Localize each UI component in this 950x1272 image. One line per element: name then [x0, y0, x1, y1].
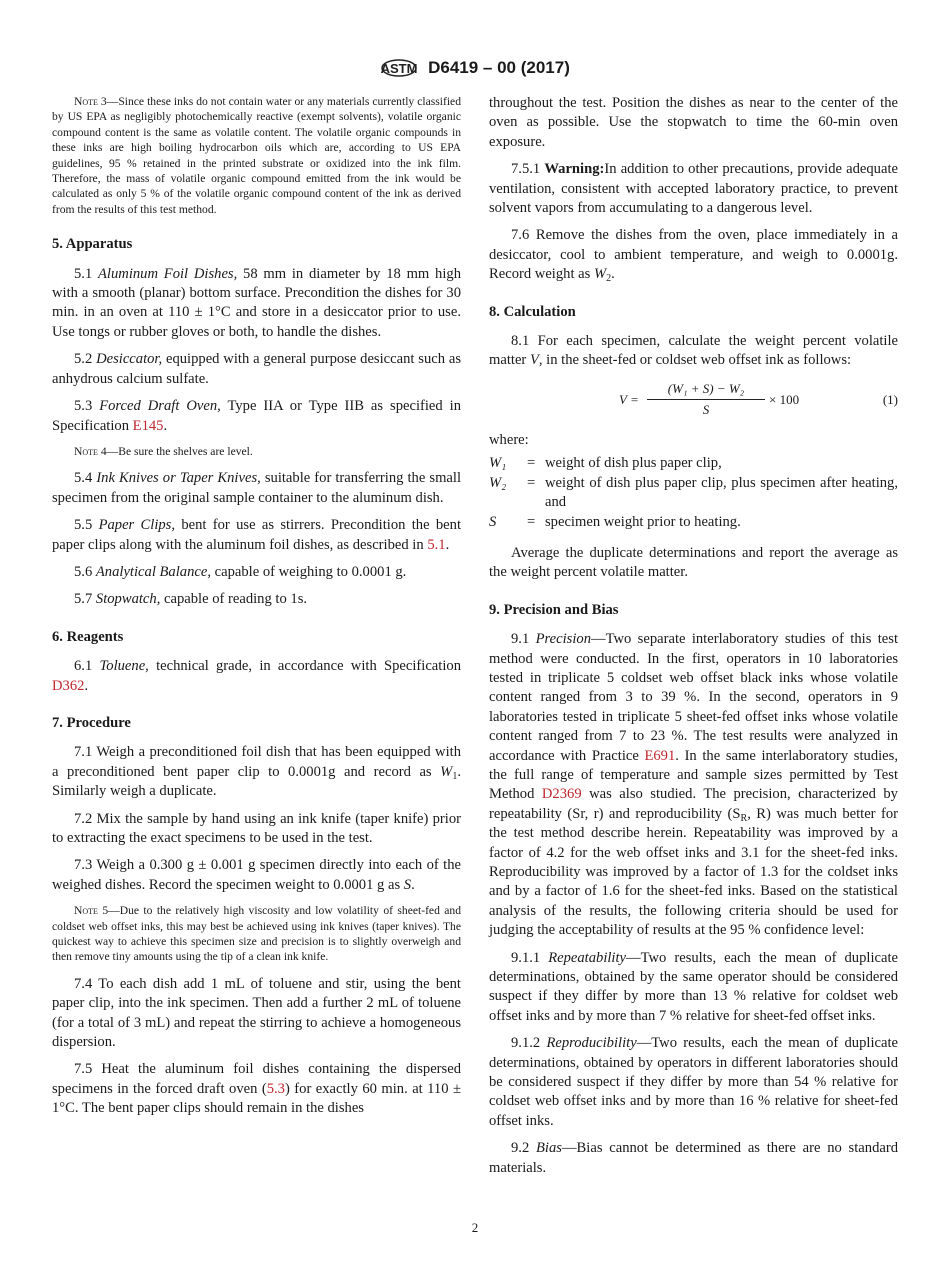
italic-term: Toluene,	[99, 658, 149, 675]
text-run: Average the duplicate determinations and report the average as the weight percent volatile matter.	[489, 544, 898, 581]
italic-term: W	[593, 266, 607, 283]
text-run: capable of weighing to 0.0001 g.	[210, 563, 407, 580]
equation-1	[489, 379, 898, 419]
text-run: .	[84, 677, 89, 694]
definition-row	[489, 474, 898, 513]
equation-numerator: (W₁ + S) − W₂	[647, 379, 765, 400]
astm-logo-icon	[380, 54, 418, 82]
italic-term: Aluminum Foil Dishes,	[98, 265, 238, 282]
document-designation: D6419 – 00 (2017)	[428, 58, 570, 77]
def-symbol: W₂	[489, 474, 507, 491]
def-symbol: S	[489, 513, 497, 530]
bold-term: Warning:	[544, 161, 605, 178]
text-run: 5.3	[74, 398, 100, 415]
paragraph	[489, 1139, 898, 1178]
right-top-section	[489, 94, 898, 371]
text-run: 5.1	[74, 265, 99, 282]
variable-definitions	[489, 454, 898, 532]
text-run: 7.1 Weigh a preconditioned foil dish that has been equipped with a preconditioned bent paper clip to 0.0001g and record as	[52, 744, 461, 780]
italic-term: W	[440, 763, 453, 780]
text-run: 5.4	[74, 470, 97, 487]
paragraph	[52, 810, 461, 849]
section-heading	[52, 628, 461, 647]
text-run: 5.2	[74, 351, 97, 368]
page-header	[0, 54, 950, 82]
text-run: equipped with a general purpose desiccant such as anhydrous calcium sulfate.	[52, 351, 462, 387]
equation-number: (1)	[882, 391, 898, 407]
note-label: Note 3	[74, 95, 107, 108]
paragraph	[489, 1034, 898, 1131]
equation-denominator: S	[702, 402, 710, 418]
right-bottom-section	[489, 544, 898, 1178]
italic-term: Stopwatch,	[95, 591, 161, 608]
reference-link[interactable]: 5.3	[266, 1080, 285, 1097]
paragraph	[52, 657, 461, 696]
equation-multiplier: × 100	[769, 391, 800, 407]
paragraph	[489, 630, 898, 941]
text-run: was also studied. The precision, characterized by repeatability (Sr, r) and reproducibility (S	[489, 786, 898, 822]
reference-link[interactable]: E145	[132, 417, 164, 434]
italic-term: Precision	[535, 631, 591, 648]
note-paragraph	[52, 94, 461, 217]
italic-term: Desiccator,	[96, 351, 163, 368]
paragraph	[489, 544, 898, 583]
def-equals: =	[527, 474, 536, 491]
paragraph	[52, 1060, 461, 1118]
svg-text:ASTM: ASTM	[380, 61, 418, 76]
text-run: 8. Calculation	[489, 303, 576, 320]
text-run: 9.1.1	[511, 949, 549, 966]
text-run: technical grade, in accordance with Specification	[148, 658, 461, 675]
text-run: 7.5.1	[511, 161, 545, 178]
text-run: —Since these inks do not contain water or any materials currently classified by US EPA as negligibly photochemically reactive (exempt solvents), volatile organic compound content is the same as volatile content. The volatile organic compounds in these inks are high boiling hydrocarbon oils which are, according to US EPA guidelines, 95 % retained in the printed substrate or oxidized into the ink film. Therefore, the mass of volatile organic compound emitted from the ink would be calculated as only 5 % of the volatile organic compound content of the ink as derived from the results of this test method.	[52, 95, 461, 216]
text-run: 7.2 Mix the sample by hand using an ink knife (taper knife) prior to extracting the exact specimens to be used in the test.	[52, 810, 461, 846]
paragraph	[52, 743, 461, 801]
text-run: . In the same interlaboratory studies, the full range of temperature and sample sizes permitted by Test Method	[489, 747, 898, 803]
section-heading	[52, 714, 461, 733]
italic-term: Analytical Balance,	[95, 563, 211, 580]
section-heading	[489, 303, 898, 322]
section-heading	[489, 601, 898, 620]
note-label: Note 4	[74, 444, 107, 458]
text-run: Type IIA or Type IIB as specified in Specification	[52, 398, 462, 434]
text-run: 7.5 Heat the aluminum foil dishes containing the dispersed specimens in the forced draft oven (	[52, 1061, 461, 1097]
note-paragraph	[52, 903, 461, 965]
text-run: bent for use as stirrers. Precondition the bent paper clips along with the aluminum foil dishes, as described in	[52, 517, 462, 553]
text-run: 7. Procedure	[52, 714, 131, 731]
paragraph	[52, 975, 461, 1053]
text-run: —Two results, each the mean of duplicate determinations, obtained by operators in different laboratories should be considered suspect if they differ by more than 54 % relative for coldset web offset inks and by more than 16 % relative for sheet-fed offset inks.	[489, 1035, 898, 1129]
right-column	[489, 94, 898, 1186]
text-run: 58 mm in diameter by 18 mm high with a smooth (planar) bottom surface. Precondition the dishes for 30 min. in an oven at 110 ± 1°C and store in a desiccator prior to use. Use tongs or rubber gloves or both, to handle the dishes.	[52, 265, 461, 340]
text-run: 7.4 To each dish add 1 mL of toluene and stir, using the bent paper clip, into the ink specimen. Then add a further 2 mL of toluene (for a total of 3 mL) and repeat the stirring to achieve a homogeneous dispersion.	[52, 975, 461, 1051]
def-text: weight of dish plus paper clip, plus specimen after heating, and	[545, 474, 898, 511]
text-run: .	[411, 876, 415, 893]
paragraph	[489, 160, 898, 218]
text-run: 9. Precision and Bias	[489, 601, 619, 618]
italic-term: Repeatability	[548, 949, 627, 966]
reference-link[interactable]: E691	[644, 747, 676, 764]
def-equals: =	[527, 455, 536, 472]
paragraph	[489, 949, 898, 1027]
subscript: 1	[452, 770, 458, 782]
text-run: .	[611, 266, 615, 283]
paragraph	[52, 469, 461, 508]
paragraph	[52, 516, 461, 555]
text-run: 5.7	[74, 591, 96, 608]
paragraph	[489, 332, 898, 371]
paragraph	[489, 226, 898, 284]
text-run: 5.5	[74, 517, 99, 534]
definition-row	[489, 513, 898, 532]
left-column	[52, 94, 461, 1127]
italic-term: Bias	[536, 1140, 562, 1157]
note-paragraph	[52, 444, 461, 459]
reference-link[interactable]: D2369	[541, 786, 582, 803]
def-text: weight of dish plus paper clip,	[545, 455, 722, 472]
paragraph	[52, 265, 461, 343]
equation-fraction	[647, 379, 765, 420]
text-run: 9.1.2	[511, 1035, 547, 1052]
text-run: capable of reading to 1s.	[160, 591, 308, 608]
italic-term: V	[529, 352, 539, 369]
text-run: —Two results, each the mean of duplicate determinations, obtained by the same operator should be considered suspect if they differ by more than 13 % relative for coldset web offset inks and by more than 7 % relative for sheet-fed offset inks.	[489, 949, 898, 1024]
text-run: throughout the test. Position the dishes as near to the center of the oven as possible. Use the stopwatch to time the 60-min oven exposure.	[489, 95, 898, 150]
paragraph	[489, 94, 898, 152]
text-run: 5.6	[74, 563, 96, 580]
text-run: , R) was much better for the test method describe herein. Repeatability was improved by a factor of 4.2 for the web offset inks and 3.1 for the sheet-fed inks. Reproducibility was improved by a factor of 1.3 for the coldset inks and by a factor of 1.6 for the sheet-fed inks. Based on the statistical analysis of the results, the following criteria should be used for judging the acceptability of results at the 95 % confidence level:	[489, 805, 898, 939]
text-run: suitable for transferring the small specimen from the original sample container to the aluminum dish.	[52, 470, 462, 506]
text-run: ) for exactly 60 min. at 110 ± 1°C. The bent paper clips should remain in the dishes	[52, 1080, 461, 1117]
italic-term: Paper Clips,	[98, 517, 176, 534]
reference-link[interactable]: D362	[52, 677, 85, 694]
italic-term: Forced Draft Oven,	[99, 398, 221, 415]
text-run: In addition to other precautions, provide adequate ventilation, consistent with accepted laboratory practice, to prevent solvent vapors from accumulating to a dangerous level.	[489, 161, 898, 217]
text-run: 7.3 Weigh a 0.300 g ± 0.001 g specimen directly into each of the weighed dishes. Record the specimen weight to 0.0001 g as	[52, 857, 461, 893]
text-run: .	[445, 536, 450, 553]
paragraph	[52, 563, 461, 582]
section-heading	[52, 235, 461, 254]
reference-link[interactable]: 5.1	[427, 536, 446, 553]
text-run: 9.1	[511, 631, 536, 648]
paragraph	[52, 856, 461, 895]
text-run: —Be sure the shelves are level.	[106, 444, 253, 458]
text-run: . Similarly weigh a duplicate.	[52, 763, 461, 800]
paragraph	[52, 350, 461, 389]
text-run: 8.1 For each specimen, calculate the weight percent volatile matter	[489, 333, 898, 369]
subscript: 2	[606, 273, 612, 285]
text-run: , in the sheet-fed or coldset web offset ink as follows:	[538, 352, 852, 369]
text-run: 9.2	[511, 1140, 536, 1157]
text-run: —Two separate interlaboratory studies of this test method were conducted. In the first, operators in 10 laboratories tested in triplicate 5 coldset web offset black inks whose volatile content ranged from 3 to 39 %. In the second, operators in 9 laboratories tested in triplicate 5 sheet-fed offset inks whose volatile content ranged from 7 to 23 %. The test results were analyzed in accordance with Practice	[489, 631, 899, 764]
subscript: R	[740, 812, 748, 824]
text-run: 6. Reagents	[52, 628, 124, 645]
def-text: specimen weight prior to heating.	[545, 513, 741, 530]
where-label: where:	[489, 431, 529, 448]
def-symbol: W₁	[489, 455, 507, 472]
text-run: —Due to the relatively high viscosity and low volatility of sheet-fed and coldset web offset inks, this may best be achieved using ink knives (taper knives). The quickest way to achieve this specimen size and precision is to slightly overweigh and then remove tiny amounts using the tip of a clean ink knife.	[52, 904, 462, 964]
paragraph	[52, 590, 461, 609]
text-run: 6.1	[74, 658, 100, 675]
text-run: —Bias cannot be determined as there are no standard materials.	[489, 1140, 899, 1176]
note-label: Note 5	[74, 904, 109, 918]
def-equals: =	[527, 513, 536, 530]
italic-term: Reproducibility	[546, 1035, 637, 1052]
text-run: .	[163, 417, 168, 434]
page-number: 2	[471, 1220, 479, 1235]
text-run: 7.6 Remove the dishes from the oven, place immediately in a desiccator, cool to ambient temperature, and weigh to 0.0001g. Record weight as	[489, 227, 898, 283]
italic-term: S	[403, 876, 412, 893]
equation-lhs: V =	[619, 391, 639, 407]
text-run: 5. Apparatus	[52, 236, 133, 253]
paragraph	[52, 397, 461, 436]
definition-row	[489, 454, 898, 473]
italic-term: Ink Knives or Taper Knives,	[96, 470, 261, 487]
